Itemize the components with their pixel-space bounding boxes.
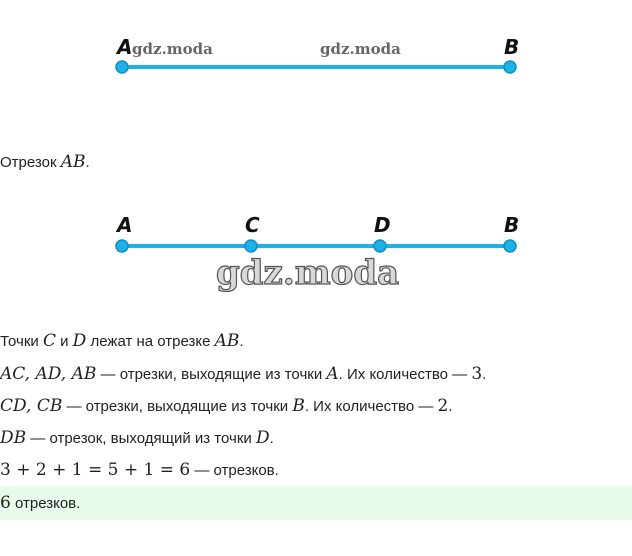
text: . Их количество — <box>338 366 472 383</box>
point-b <box>504 61 516 73</box>
text: — отрезок, выходящий из точки <box>26 430 256 447</box>
label-b: B <box>504 35 520 59</box>
math: 3 + 2 + 1 = 5 + 1 = 6 <box>0 460 191 480</box>
watermark: gdz.moda <box>132 40 213 58</box>
text: — отрезки, выходящие из точки <box>96 366 327 383</box>
math: CD, CB <box>0 396 63 416</box>
math: AC, AD, AB <box>0 364 97 384</box>
figure-segment-acdb <box>0 208 632 298</box>
figure-segment-ab <box>0 30 632 80</box>
caption-text: Отрезок <box>0 154 61 171</box>
label-d: D <box>374 213 391 237</box>
text: Точки <box>0 333 43 350</box>
text: . <box>269 430 274 447</box>
math: D <box>255 428 270 448</box>
point-c <box>245 240 257 252</box>
number: 3 <box>471 364 483 384</box>
watermark: gdz.moda <box>320 40 401 58</box>
label-a: A <box>117 35 133 59</box>
solution-line-5 <box>0 460 279 481</box>
math: D <box>72 331 87 351</box>
math: DB <box>0 428 27 448</box>
caption-math: AB <box>60 152 86 172</box>
answer-box <box>0 486 632 520</box>
label-b: B <box>504 213 520 237</box>
text: . Их количество — <box>304 398 438 415</box>
solution-line-2 <box>0 364 486 385</box>
point-a <box>116 240 128 252</box>
point-b <box>504 240 516 252</box>
math: C <box>42 331 56 351</box>
solution-line-1 <box>0 331 244 352</box>
watermark: gdz.moda <box>216 253 400 293</box>
text: лежат на отрезке <box>86 333 215 350</box>
label-a: A <box>117 213 133 237</box>
point-a <box>116 61 128 73</box>
text: . <box>448 398 453 415</box>
text: и <box>55 333 73 350</box>
answer-label: отрезков. <box>10 495 81 512</box>
text: — отрезков. <box>190 462 279 479</box>
math: AB <box>214 331 240 351</box>
caption <box>0 152 90 173</box>
text: . <box>482 366 487 383</box>
solution-line-3 <box>0 396 453 417</box>
label-c: C <box>245 213 260 237</box>
caption-end: . <box>85 154 90 171</box>
math: A <box>326 364 339 384</box>
point-d <box>374 240 386 252</box>
text: — отрезки, выходящие из точки <box>62 398 293 415</box>
answer-number: 6 <box>0 493 11 513</box>
text: . <box>239 333 244 350</box>
number: 2 <box>437 396 449 416</box>
answer-text <box>0 493 80 514</box>
solution-line-4 <box>0 428 274 449</box>
math: B <box>292 396 305 416</box>
